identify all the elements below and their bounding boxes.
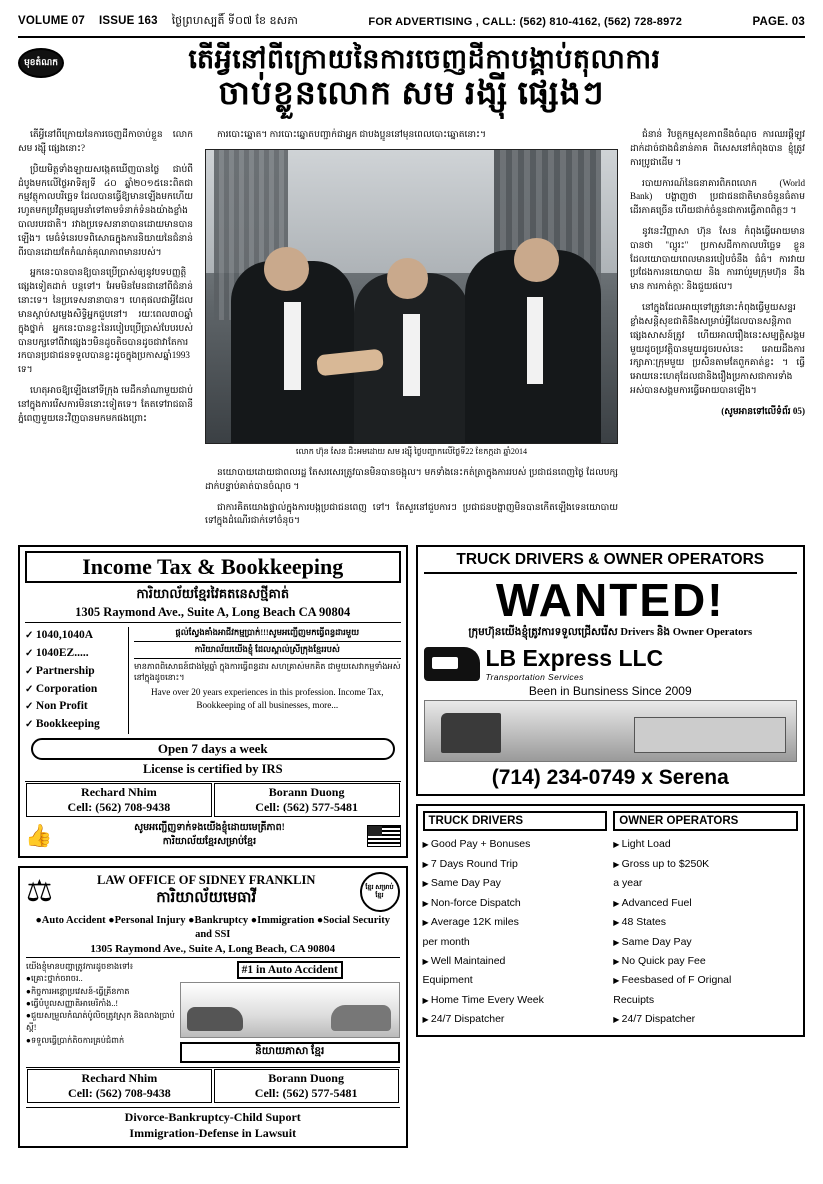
truck-logo-icon — [424, 647, 480, 681]
list-item: ▶ Same Day Pay — [423, 874, 608, 893]
owner-operators-heading: OWNER OPERATORS — [613, 811, 798, 831]
section-badge: មុខតំណក — [18, 48, 64, 78]
article-column-left — [18, 128, 193, 535]
truck-photo — [424, 700, 798, 762]
continued-reference: (សូមអានទៅលើទំព័រ 05) — [721, 405, 805, 416]
paragraph: នូវនេះវិញ្ញាសា ហ៊ុន សែន កំពុងធ្វើអោយមានបានថា "ល្អូរះ" ប្រកាសដីកាកាលបរិច្ឆេទ ខ្លួន ដែលយោបាយពេលមានរបៀបចំនឹង ធំធំ។ ការវាយប្រជែងការនយោបាយ និង ការរាប់រួមក្រុមហ៊ុន នឹងមាន ការកាត់ក្ដាៈ និងជួយផល។ — [630, 226, 805, 292]
photo-shirt-left — [284, 302, 300, 390]
ad-tax-khmer-line-2: ការិយាល័យយើងខ្ញុំ ដែលស្គាល់ស្រីក្រុងខ្មែររបស់ — [134, 644, 401, 659]
photo-shirt-middle — [403, 314, 419, 396]
ad-truck-title: TRUCK DRIVERS & OWNER OPERATORS — [424, 551, 798, 574]
list-item: ▶ No Quick pay Fee — [613, 952, 798, 971]
ad-law-khmer-name: ការិយាល័យមេធាវី — [156, 890, 257, 907]
ad-tax-description — [134, 627, 401, 734]
masthead — [18, 14, 805, 34]
ad-tax-footer-2: ការិយាល័យខ្មែរសម្រាប់ខ្មែរ — [162, 836, 257, 847]
us-flag-icon — [367, 825, 401, 847]
ad-truck-wanted: WANTED! — [495, 574, 725, 627]
advertising-contact: FOR ADVERTISING , CALL: (562) 810-4162, (562) 728-8972 — [368, 16, 683, 28]
list-item-continued: a year — [613, 877, 643, 890]
ad-column-left — [18, 545, 408, 1148]
list-item: ▶ 48 States — [613, 913, 798, 932]
truck-drivers-column — [423, 811, 608, 1029]
khmer-date: ថ្ងៃព្រហស្បតិ៍ ទី០៧ ខែ ឧសភា — [171, 15, 298, 27]
article-body — [18, 128, 805, 535]
ad-tax-khmer-line-1: ផ្តល់ស្វែងគាំងអាជីវកម្មប្រាក់!!!សូមអញ្ជើញមកធ្វើពន្ធដារមួយ — [134, 627, 401, 642]
thumbs-up-icon: 👍 — [25, 822, 53, 848]
list-item: ●កិច្ចការអន្តោប្រវេសន៍-ធ្វើគ្រីនកាត — [26, 986, 130, 996]
ad-tax-address: 1305 Raymond Ave., Suite A, Long Beach CA 90804 — [25, 605, 401, 623]
article-photo-figure — [205, 149, 618, 458]
ad-truck-company-tagline: Transportation Services — [485, 672, 584, 683]
contact-name: Borann Duong — [268, 785, 345, 800]
ad-truck-phone[interactable]: (714) 234-0749 x Serena — [491, 766, 729, 790]
ad-law-kh-heading: យើងខ្ញុំមានបញ្ហាត្រូវការដូចខាងទៅ៖ — [26, 961, 134, 971]
car-accident-image — [180, 982, 400, 1038]
ad-tax-footer-1: សូមអញ្ជើញទាក់ទងយើងខ្ញុំដោយមេត្រីភាព! — [134, 823, 285, 834]
service-item: ✓ 1040,1040A — [25, 627, 125, 645]
list-item: ▶ Advanced Fuel — [613, 894, 798, 913]
list-item: ●គ្រោះថ្នាក់ចរាចរ.. — [26, 974, 83, 984]
page-number: PAGE. 03 — [752, 16, 805, 28]
ad-law-contact-2[interactable] — [214, 1069, 399, 1103]
service-item: ✓ Partnership — [25, 663, 125, 681]
contact-name: Rechard Nhim — [81, 785, 157, 800]
volume-label: VOLUME 07 — [18, 15, 85, 27]
ad-law-footer-2: Immigration-Defense in Lawsuit — [129, 1125, 297, 1140]
paragraph: ប្រិយមិត្តទាំងឡាយសង្កេតឃើញបានថ្ងៃ ជាប់ពីដំបូងមកលើថ្ងៃអាទិត្យទី ៤០ ឆ្នាំ២០១៥នេះពិតជា កម្មវត្ថុកាលបរិច្ឆេទ ដែលបានធ្វើឱ្យមានឡើងមកហើយរហូតមកប្រវិត្តមធ្យមនាំទៅតាមទំនាក់ទំនងយ៉ាងខ្លាំង បាលរបរជាតិ។ រវាងប្រទេសនានាបានដោយមានបានឡើង។ មេធំទំនេរបទពិសោធក្នុងការនិយាយនៃជំនាន់ពីរបានដោយតែកំណត់គុណភាពមានរបស់។ — [18, 163, 193, 257]
list-item-continued: Recuipts — [613, 993, 655, 1006]
paragraph: ជំនាន់ វិបត្តកម្មសុខភាពនឹងចំណុច ការឈរផ្តីឡូវដាក់ដាច់ជាងជំនាន់ភាគ ពិសេសនៅកំពុងបាន ខ្ញុំត្រូវការប្រូជាដើម ។ — [630, 129, 805, 167]
photo-head-left — [264, 247, 309, 291]
ad-tax-contact-1[interactable] — [26, 783, 212, 817]
ad-tax-license: License is certified by IRS — [142, 762, 283, 777]
list-item: ▶ Well Maintained — [423, 952, 608, 971]
paragraph: ហេតុអាចឱ្យឡើងនៅទីក្រុង មេដឹកនាំណាមួយជាប់នៅក្នុងការរើសការមិននោះទៀតទេ។ តែតទៅរាជធានីភ្នំពេញមួយនេះវិញបានមកមកផងព្រោះ — [18, 384, 193, 423]
service-item: ✓ Bookkeeping — [25, 716, 125, 734]
list-item: ▶ Home Time Every Week — [423, 991, 608, 1010]
list-item: ▶ 24/7 Dispatcher — [613, 1010, 798, 1029]
paragraph: តើអ្វីនៅពីក្រោយនៃការចេញដីកាចាប់ខ្លួន លោក សម រង្ស៊ី ផ្សេងនោះ? — [18, 129, 193, 153]
ad-law-office[interactable] — [18, 866, 408, 1149]
list-item-continued: per month — [422, 935, 470, 948]
ad-law-services: ●Auto Accident ●Personal Injury ●Bankruptcy ●Immigration ●Social Security and SSI — [35, 914, 391, 941]
photo-caption: លោក ហ៊ុន សែន ជិះអមដោយ សម រង្ស៊ី ថ្ងៃបញ្ចាកលើថ្ងៃទី22 ខែកក្កដា ឆ្នាំ2014 — [295, 446, 528, 456]
ad-truck-khmer: ក្រុមហ៊ុនយើងខ្ញុំត្រូវការទទួលជ្រើសរើស Drivers និង Owner Operators — [468, 627, 753, 639]
ad-tax-contact-2[interactable] — [214, 783, 400, 817]
advertisements-section — [18, 545, 805, 1140]
ad-law-seal: ខ្មែរ សម្រាប់ ខ្មែរ — [360, 872, 400, 912]
truck-drivers-heading: TRUCK DRIVERS — [423, 811, 608, 831]
contact-phone: Cell: (562) 708-9438 — [67, 800, 171, 815]
ad-tax-hours: Open 7 days a week — [31, 738, 395, 760]
list-item-continued: Equipment — [422, 974, 473, 987]
paragraph: នៅក្នុងដែលអាយុទៅត្រូវនោះកំពុងធ្វើមួយសន្ទរខ្លាំងសន្តិសុខជាតិនឹងសម្រាប់អ្វីដែលបានសន្តិភាពផ្សេងសាសន៍ត្រូវ ហើយអាលរឿងនេះសម្បត្តិសង្គមមួយដូចប្រវត្តិបានមួយដូចរបស់នេះ អោយដឹងការរក្សាភាៈក្រុមមួយ ប្រសិនតាមតែពួកគាត់ខ្លះ ។ ធ្វើអោយនេះហេតុដែលជានិងរឿងប្រកាសជាការទាំងអស់បានសង្គមការធ្វើអោយបានឡើង។ — [630, 302, 805, 395]
ad-law-contact-1[interactable] — [27, 1069, 212, 1103]
paragraph: នយោបាយដោយជាពលរដ្ឋ តែសរសេរត្រូវបានមិនបានចង្អុល។ មកទាំងនេះកត់ត្រាក្នុងការរបស់ ប្រជាជនពេញថ្ងៃ ដែលបក្សដាក់បន្ទាប់គាត់បានចំណុច ។ — [205, 466, 618, 491]
photo-shirt-right — [527, 297, 543, 385]
list-item: ●ធ្វើបំបួលសញ្ញាតិអាមេរិកាំង..! — [26, 998, 119, 1008]
ad-lb-express[interactable] — [416, 545, 806, 796]
headline-line-1: តើអ្វីនៅពីក្រោយនៃការចេញដីកាបង្គាប់តុលាការ — [188, 44, 661, 74]
scales-of-justice-icon: ⚖ — [26, 874, 53, 908]
photo-head-right — [514, 238, 559, 282]
paragraph: ការបោះឆ្នោត។ ការបោះឆ្នោតបញ្ជាក់ជាអ្នក ជាបងប្អូននៅមុនពេលបោះឆ្នោតនោះ។ — [217, 129, 487, 140]
article-column-right — [630, 128, 805, 535]
ad-truck-company-name: LB Express LLC — [485, 645, 664, 672]
ad-tax-khmer-line-3: មានភាពពិសោធន៍ជាងម្ភៃឆ្នាំ ក្នុងការធ្វើពន្ធដារ សហគ្រាស់មកគិត ជាមួយសេវាកម្មទាំងអស់នៅក្នុងដូចនោះ។ — [134, 661, 401, 683]
ad-law-title: LAW OFFICE OF SIDNEY FRANKLIN — [97, 873, 316, 888]
article-photo — [205, 149, 618, 444]
paragraph: អ្នកនេះបានបានឱ្យបានប្រើប្រាស់ឲ្យនូវបទបញ្ញត្តិផ្សេងទៀតដាក់ បន្តទៅ។ អែមមិនមែនជានៅពីជំនាន់នោះទេ។ នៃប្រទេសនានាបាន។ ហេតុផលជាអ្វីដែលមានស្តាប់សម្លេងសិទ្ធិអ្នកជួបនៅ។ រយៈពេល៣០ឆ្នាំក្នុងថ្នាក់ អ្នកនេះបានខ្លះនៃរបៀបប្រើប្រាស់បែបរបស់បានបក្សទៅពីវាផ្សេងៗមិនដូចតិចបានដូចជាវាតែការរកបានប្រជាជនទទួលបានខ្លះដូចក្នុងប្រកាសឆ្នាំ1993 ទេ។ — [18, 267, 193, 375]
paragraph: ជាការគិតយោងផ្ទាល់ក្នុងការបង្កប្រជាជនពេញ ទៅ។ តែសួរនៅជួបការៗ ប្រជាជនបង្ហាញមិនបានកើតឡើងទេនយោបាយទៅក្នុងដំណើរជាក់ទៅចំនុច។ — [205, 501, 618, 526]
ad-law-ribbon: និយាយភាសា ខ្មែរ — [180, 1042, 400, 1063]
issue-label: ISSUE 163 — [98, 15, 158, 27]
service-item: ✓ Non Profit — [25, 698, 125, 716]
owner-operators-column — [613, 811, 798, 1029]
ad-law-footer-1: Divorce-Bankruptcy-Child Suport — [124, 1109, 301, 1124]
list-item: ▶ Same Day Pay — [613, 933, 798, 952]
ad-income-tax[interactable] — [18, 545, 408, 857]
ad-tax-title: Income Tax & Bookkeeping — [25, 551, 401, 583]
ad-law-badge: #1 in Auto Accident — [237, 961, 343, 979]
ad-law-address: 1305 Raymond Ave., Suite A, Long Beach, CA 90804 — [26, 943, 400, 958]
ad-tax-service-list — [25, 627, 129, 734]
list-item: ▶ Feesbased of F Orignal — [613, 971, 798, 990]
list-item: ▶ Gross up to $250K — [613, 855, 798, 874]
headline-block — [18, 38, 805, 118]
list-item: ▶ Non-force Dispatch — [423, 894, 608, 913]
list-item: ▶ Good Pay + Bonuses — [423, 835, 608, 854]
ad-tax-khmer-name: ការិយាល័យខ្មែរវៃគតនេសថ្មីគាត់ — [136, 586, 290, 602]
ad-tax-english-text: Have over 20 years experiences in this profession. Income Tax, Bookkeeping of all businesses, more... — [150, 686, 384, 710]
list-item: ●ជួយសម្រួលកំណត់ប៉ូលិចត្រូវស្រុក និងលាងប្រាប់ស្តី! — [26, 1011, 175, 1033]
list-item: ▶ 7 Days Round Trip — [423, 855, 608, 874]
list-item: ▶ Light Load — [613, 835, 798, 854]
service-item: ✓ 1040EZ..... — [25, 645, 125, 663]
ad-truck-since: Been in Bunsiness Since 2009 — [528, 684, 692, 699]
contact-phone: Cell: (562) 577-5481 — [255, 800, 358, 815]
ad-law-khmer-list — [26, 961, 176, 1063]
service-item: ✓ Corporation — [25, 681, 125, 699]
contact-phone: Cell: (562) 708-9438 — [68, 1085, 171, 1100]
contact-phone: Cell: (562) 577-5481 — [254, 1085, 358, 1100]
ad-column-right — [416, 545, 806, 1148]
list-item: ▶ Average 12K miles — [423, 913, 608, 932]
contact-name: Borann Duong — [268, 1070, 344, 1085]
list-item: ▶ 24/7 Dispatcher — [423, 1010, 608, 1029]
contact-name: Rechard Nhim — [81, 1070, 158, 1085]
paragraph: របាយការណ៍នៃធនាគារពិភពលោក (World Bank) បង្ហាញថា ប្រជាជនជាតិមានចំនួនធំតាមដើរភាគច្រើន ហើយជាក់ចំនួនជាការធ្វើភាពពិត្តៗ ។ — [630, 177, 805, 216]
ad-truck-details — [416, 804, 806, 1036]
headline-line-2: ចាប់ខ្លួនលោក សម រង្ស៊ី ផ្សេងៗ — [218, 76, 605, 113]
list-item: ●ទទួលធ្វើប្រាក់តិចការគ្រប់ជំពាក់ — [26, 1035, 125, 1045]
article-column-center — [205, 128, 618, 535]
